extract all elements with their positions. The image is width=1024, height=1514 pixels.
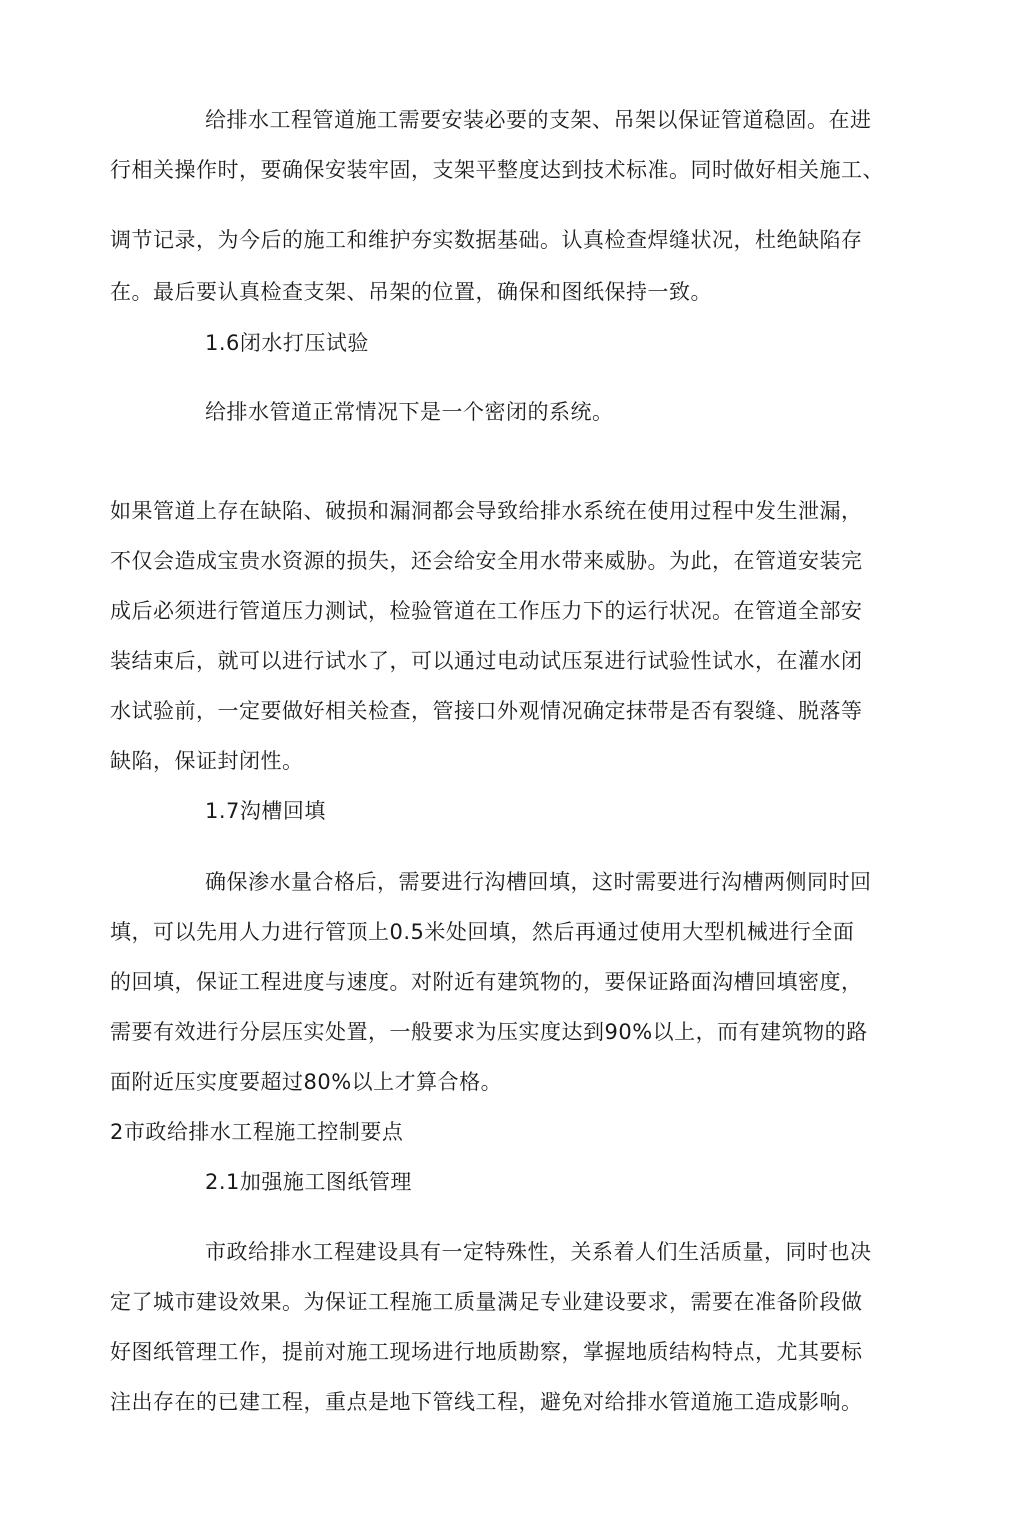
paragraph-line: 调节记录，为今后的施工和维护夯实数据基础。认真检查焊缝状况，杜绝缺陷存: [110, 228, 863, 252]
paragraph-line: 的回填，保证工程进度与速度。对附近有建筑物的，要保证路面沟槽回填密度，: [110, 970, 863, 994]
paragraph-line: 缺陷，保证封闭性。: [110, 749, 304, 773]
paragraph-line: 面附近压实度要超过80%以上才算合格。: [110, 1070, 503, 1094]
paragraph-line: 需要有效进行分层压实处置，一般要求为压实度达到90%以上，而有建筑物的路: [110, 1020, 868, 1044]
paragraph-line: 市政给排水工程建设具有一定特殊性，关系着人们生活质量，同时也决: [205, 1240, 872, 1264]
section-heading: 1.6闭水打压试验: [205, 331, 369, 355]
paragraph-line: 注出存在的已建工程，重点是地下管线工程，避免对给排水管道施工造成影响。: [110, 1390, 863, 1414]
paragraph-line: 给排水管道正常情况下是一个密闭的系统。: [205, 400, 614, 424]
section-heading: 1.7沟槽回填: [205, 799, 326, 823]
section-heading: 2市政给排水工程施工控制要点: [110, 1120, 404, 1144]
paragraph-line: 填，可以先用人力进行管顶上0.5米处回填，然后再通过使用大型机械进行全面: [110, 920, 855, 944]
paragraph-line: 给排水工程管道施工需要安装必要的支架、吊架以保证管道稳固。在进: [205, 108, 872, 132]
paragraph-line: 成后必须进行管道压力测试，检验管道在工作压力下的运行状况。在管道全部安: [110, 599, 863, 623]
paragraph-line: 确保渗水量合格后，需要进行沟槽回填，这时需要进行沟槽两侧同时回: [205, 870, 872, 894]
paragraph-line: 好图纸管理工作，提前对施工现场进行地质勘察，掌握地质结构特点，尤其要标: [110, 1340, 863, 1364]
paragraph-line: 定了城市建设效果。为保证工程施工质量满足专业建设要求，需要在准备阶段做: [110, 1290, 863, 1314]
paragraph-line: 水试验前，一定要做好相关检查，管接口外观情况确定抹带是否有裂缝、脱落等: [110, 699, 863, 723]
paragraph-line: 如果管道上存在缺陷、破损和漏洞都会导致给排水系统在使用过程中发生泄漏，: [110, 499, 863, 523]
section-heading: 2.1加强施工图纸管理: [205, 1170, 412, 1194]
paragraph-line: 装结束后，就可以进行试水了，可以通过电动试压泵进行试验性试水，在灌水闭: [110, 649, 863, 673]
paragraph-line: 不仅会造成宝贵水资源的损失，还会给安全用水带来威胁。为此，在管道安装完: [110, 549, 863, 573]
paragraph-line: 行相关操作时，要确保安装牢固，支架平整度达到技术标准。同时做好相关施工、: [110, 158, 884, 182]
paragraph-line: 在。最后要认真检查支架、吊架的位置，确保和图纸保持一致。: [110, 280, 712, 304]
